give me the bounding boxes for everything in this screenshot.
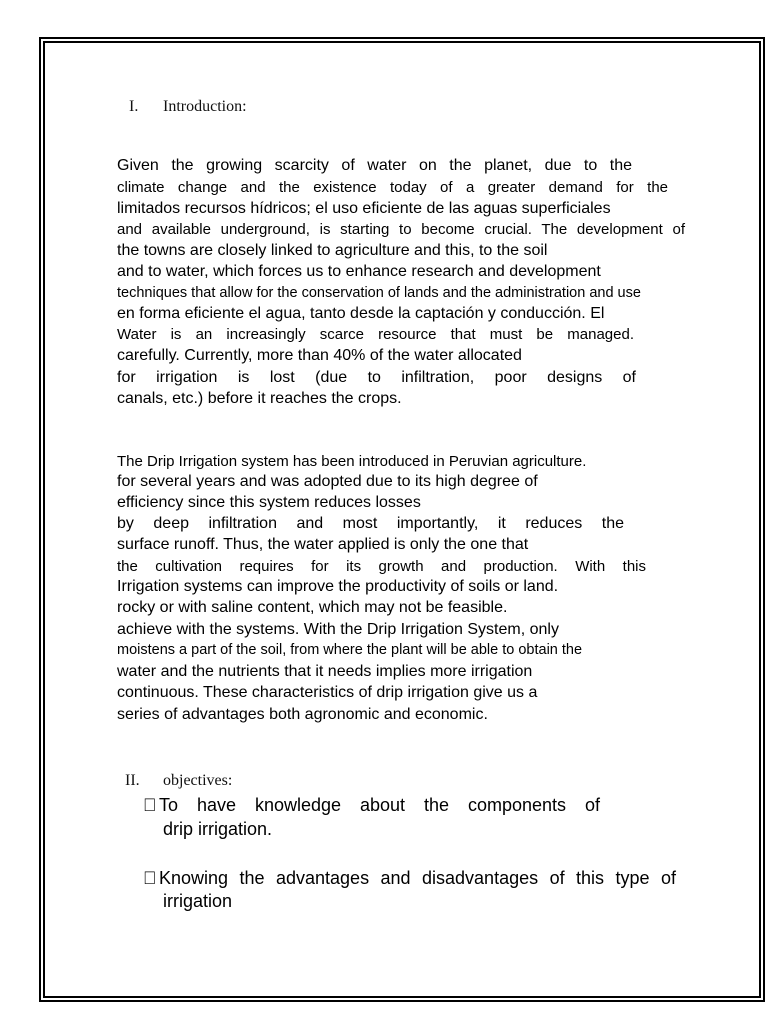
paragraph-2-line: moistens a part of the soil, from where the plant will be able to obtain the	[117, 642, 583, 658]
paragraph-1-line: climate change and the existence today of a greater demand for the	[117, 179, 668, 196]
section-number: II.	[125, 772, 140, 789]
bullet-marker-icon	[143, 869, 159, 887]
paragraph-1-line: and available underground, is starting to become crucial. The development of	[117, 221, 685, 238]
paragraph-2-line: efficiency since this system reduces losses	[117, 494, 421, 511]
paragraph-2-line: by deep infiltration and most importantly, it reduces the	[117, 515, 624, 532]
bullet-marker-icon	[143, 796, 159, 814]
paragraph-1-line: carefully. Currently, more than 40% of the water allocated	[117, 347, 522, 364]
paragraph-2-line: continuous. These characteristics of drip irrigation give us a	[117, 684, 538, 701]
paragraph-2-line: surface runoff. Thus, the water applied is only the one that	[117, 536, 529, 553]
paragraph-2-line: rocky or with saline content, which may not be feasible.	[117, 599, 508, 616]
paragraph-2-line: for several years and was adopted due to its high degree of	[117, 473, 538, 490]
paragraph-1-line: Given the growing scarcity of water on the planet, due to the	[117, 157, 632, 174]
objective-item	[143, 796, 602, 814]
paragraph-2-line: water and the nutrients that it needs implies more irrigation	[117, 663, 533, 680]
section-number: I.	[129, 98, 139, 115]
objective-item	[143, 869, 678, 887]
objective-text: To have knowledge about the components of	[159, 795, 600, 815]
section-heading-introduction	[129, 98, 247, 116]
paragraph-1-line: techniques that allow for the conservation of lands and the administration and use	[117, 285, 641, 301]
section-title: objectives:	[163, 772, 233, 789]
paragraph-1-line: and to water, which forces us to enhance research and development	[117, 263, 601, 280]
paragraph-1-line: for irrigation is lost (due to infiltration, poor designs of	[117, 369, 636, 386]
paragraph-2-line: series of advantages both agronomic and economic.	[117, 706, 488, 723]
paragraph-2-line: The Drip Irrigation system has been introduced in Peruvian agriculture.	[117, 453, 587, 470]
objective-text: Knowing the advantages and disadvantages of this type of	[159, 868, 676, 888]
section-heading-objectives	[125, 772, 232, 790]
section-title: Introduction:	[163, 98, 247, 115]
paragraph-1-line: en forma eficiente el agua, tanto desde la captación y conducción. El	[117, 305, 605, 322]
paragraph-1-line: Water is an increasingly scarce resource that must be managed.	[117, 326, 634, 343]
paragraph-2-line: Irrigation systems can improve the productivity of soils or land.	[117, 578, 559, 595]
paragraph-1-line: canals, etc.) before it reaches the crops.	[117, 390, 402, 407]
paragraph-1-line: limitados recursos hídricos; el uso eficiente de las aguas superficiales	[117, 200, 611, 217]
paragraph-2-line: the cultivation requires for its growth and production. With this	[117, 558, 646, 575]
objective-text-continued: drip irrigation.	[163, 819, 273, 839]
objective-text-continued: irrigation	[163, 891, 233, 911]
paragraph-2-line: achieve with the systems. With the Drip Irrigation System, only	[117, 621, 559, 638]
paragraph-1-line: the towns are closely linked to agriculture and this, to the soil	[117, 242, 548, 259]
